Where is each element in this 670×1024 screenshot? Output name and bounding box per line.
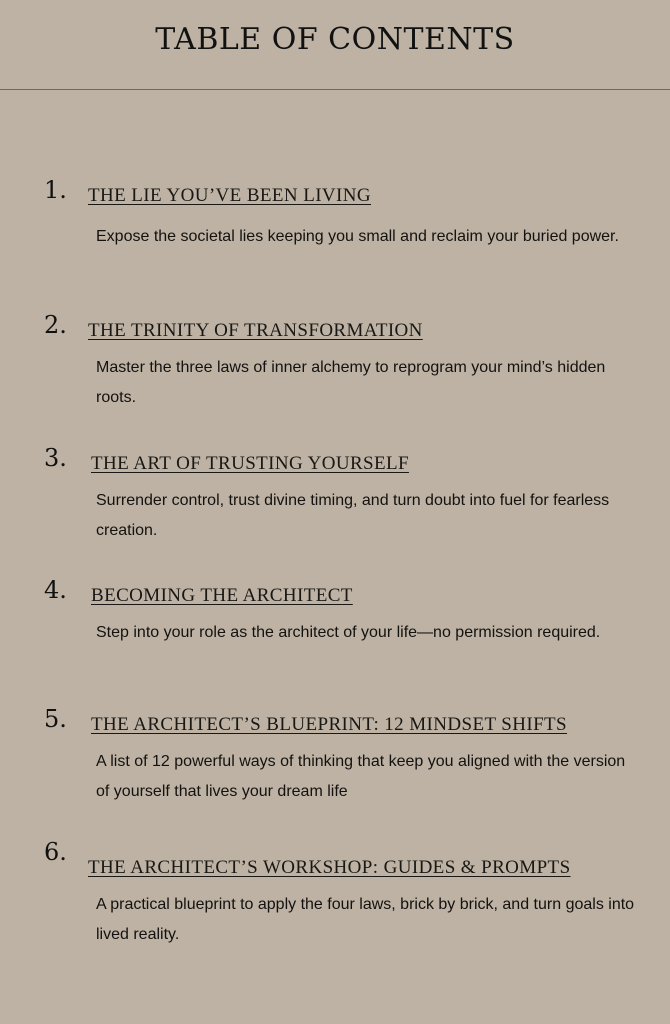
toc-entry-description: Expose the societal lies keeping you small and reclaim your buried power. [96, 228, 619, 245]
toc-entry-number: 1. [44, 176, 67, 204]
toc-entry-heading[interactable]: THE ARCHITECT’S WORKSHOP: GUIDES & PROMPTS [88, 857, 571, 878]
toc-entry-number: 3. [44, 444, 67, 472]
toc-entry-description: Master the three laws of inner alchemy to reprogram your mind’s hidden roots. [96, 359, 606, 406]
toc-entry-number: 5. [44, 705, 67, 733]
page-title: TABLE OF CONTENTS [155, 22, 515, 57]
toc-entry-heading[interactable]: THE LIE YOU’VE BEEN LIVING [88, 185, 372, 206]
toc-entry-description: Surrender control, trust divine timing, and turn doubt into fuel for fearless creation. [96, 492, 610, 539]
toc-entry-heading[interactable]: THE ARCHITECT’S BLUEPRINT: 12 MINDSET SHIFTS [91, 714, 568, 735]
toc-entry-number: 2. [44, 311, 67, 339]
toc-entry-number: 4. [44, 576, 67, 604]
toc-entry-heading[interactable]: THE TRINITY OF TRANSFORMATION [88, 320, 423, 341]
toc-entry-heading[interactable]: THE ART OF TRUSTING YOURSELF [91, 453, 409, 474]
toc-entry-heading[interactable]: BECOMING THE ARCHITECT [91, 585, 353, 606]
toc-entry-number: 6. [44, 838, 67, 866]
title-divider [0, 89, 670, 90]
toc-entry-description: Step into your role as the architect of your life—no permission required. [96, 624, 601, 641]
toc-entry-description: A practical blueprint to apply the four laws, brick by brick, and turn goals into lived reality. [96, 896, 635, 943]
toc-entry-description: A list of 12 powerful ways of thinking that keep you aligned with the version of yourself that lives your dream life [96, 753, 626, 800]
